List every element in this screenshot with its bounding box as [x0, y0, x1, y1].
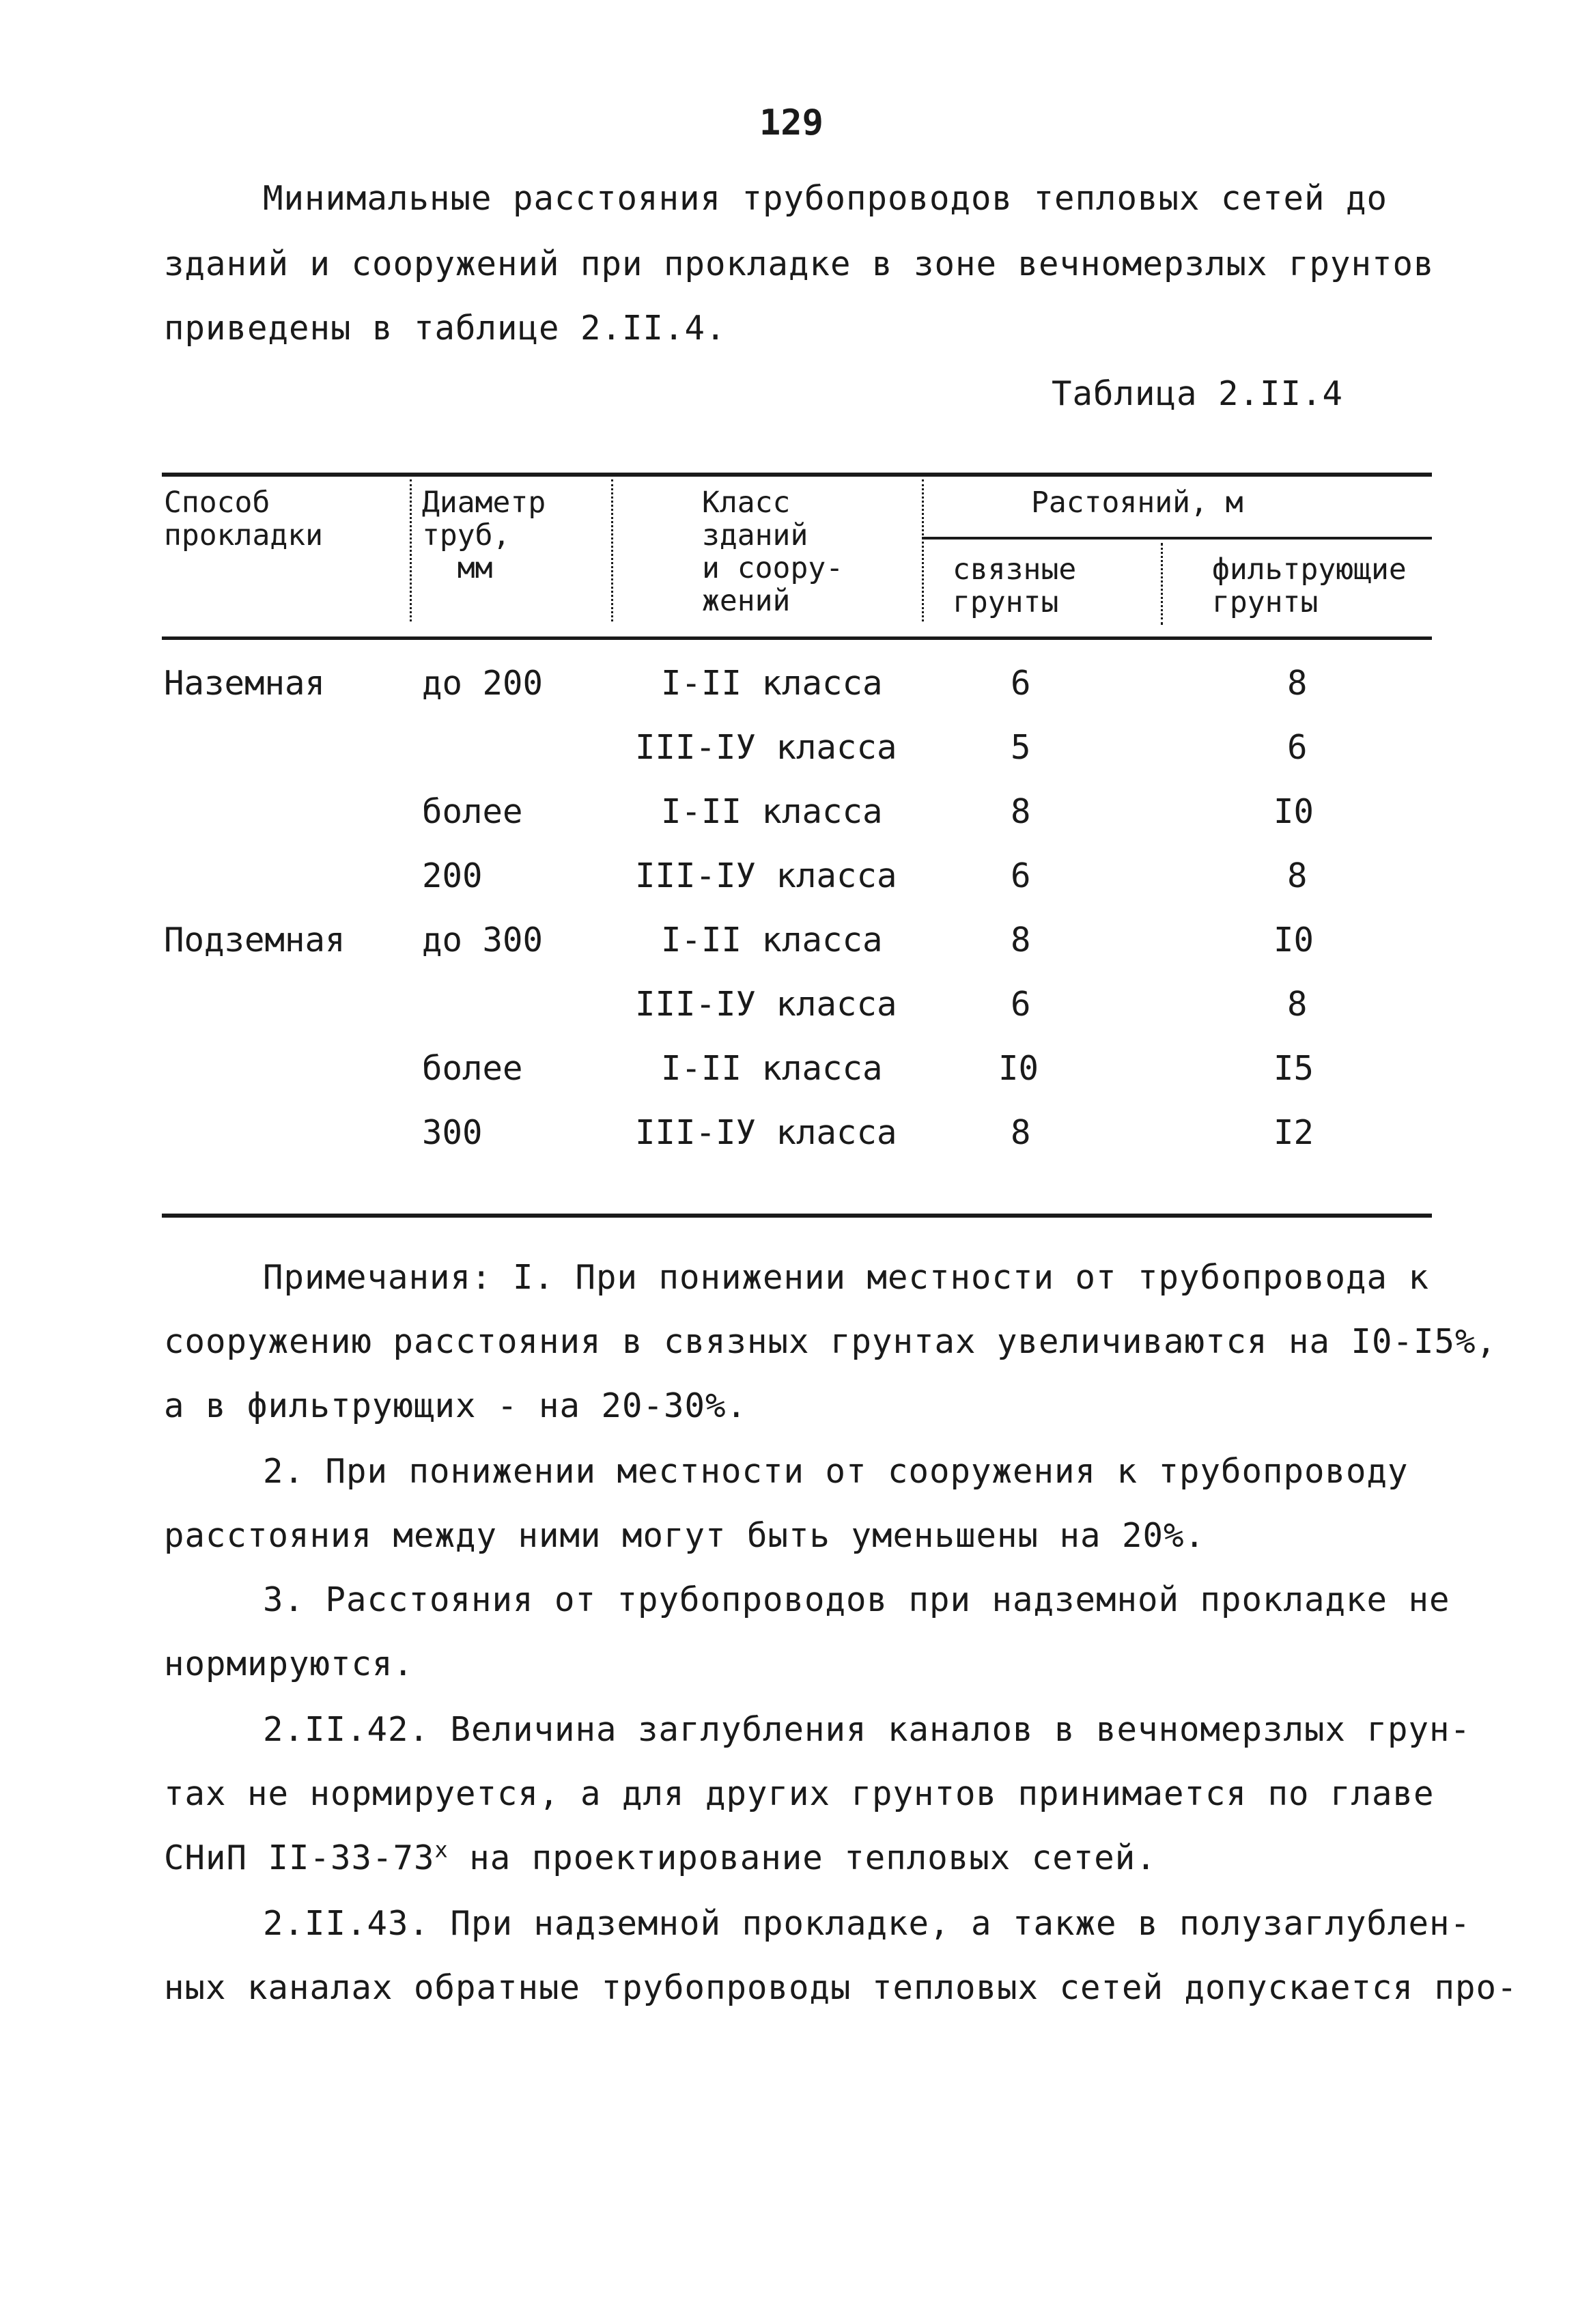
cell-cohesive: 6	[1011, 664, 1031, 703]
header-method: Способ прокладки	[164, 486, 323, 552]
cell-filtering: 8	[1287, 664, 1308, 703]
cell-filtering: 8	[1287, 985, 1308, 1024]
header-separator	[1161, 543, 1163, 625]
notes-line: нормируются.	[164, 1644, 414, 1683]
cell-cohesive: 5	[1011, 728, 1031, 767]
paragraph-line: ных каналах обратные трубопроводы тепловых сетей допускается про-	[164, 1968, 1518, 2007]
cell-diameter: 200	[422, 856, 483, 895]
notes-line: 3. Расстояния от трубопроводов при надземной прокладке не	[263, 1580, 1450, 1619]
notes-line: а в фильтрующих - на 20-30%.	[164, 1386, 748, 1425]
cell-filtering: I0	[1273, 792, 1314, 831]
header-cohesive-soils: связные грунты	[953, 552, 1077, 619]
notes-line: сооружению расстояния в связных грунтах увеличиваются на I0-I5%,	[164, 1322, 1497, 1361]
header-distances: Растояний, м	[1031, 486, 1243, 520]
paragraph-line	[164, 1838, 1157, 1877]
cell-cohesive: 6	[1011, 856, 1031, 895]
table-subheader-rule	[922, 537, 1432, 540]
cell-cohesive: 8	[1011, 1113, 1031, 1152]
snip-reference: СНиП II-33-73	[164, 1838, 435, 1877]
cell-class: III-IУ класса	[635, 985, 897, 1024]
intro-line: приведены в таблице 2.II.4.	[164, 309, 727, 348]
intro-line: Минимальные расстояния трубопроводов тепловых сетей до	[263, 179, 1388, 218]
cell-diameter: более	[422, 792, 523, 831]
cell-filtering: I2	[1273, 1113, 1314, 1152]
cell-filtering: 6	[1287, 728, 1308, 767]
cell-class: III-IУ класса	[635, 1113, 897, 1152]
cell-method: Подземная	[164, 921, 346, 960]
paragraph-text: на проектирование тепловых сетей.	[448, 1838, 1157, 1877]
table-bottom-rule	[162, 1214, 1432, 1218]
cell-cohesive: 8	[1011, 792, 1031, 831]
header-separator	[922, 479, 924, 621]
cell-class: III-IУ класса	[635, 728, 897, 767]
header-separator	[410, 479, 412, 621]
header-class: Класс зданий и соору- жений	[702, 486, 844, 618]
cell-class: III-IУ класса	[635, 856, 897, 895]
cell-diameter: до 200	[422, 664, 544, 703]
notes-line: Примечания: I. При понижении местности от трубопровода к	[263, 1258, 1430, 1297]
notes-line: 2. При понижении местности от сооружения к трубопроводу	[263, 1452, 1409, 1491]
cell-cohesive: I0	[998, 1049, 1039, 1088]
header-separator	[611, 479, 613, 621]
notes-line: расстояния между ними могут быть уменьшены на 20%.	[164, 1516, 1206, 1555]
cell-class: I-II класса	[661, 921, 883, 960]
table-top-rule	[162, 473, 1432, 477]
cell-filtering: 8	[1287, 856, 1308, 895]
cell-class: I-II класса	[661, 664, 883, 703]
header-diameter: Диаметр труб, мм	[422, 486, 546, 585]
paragraph-line: 2.II.42. Величина заглубления каналов в вечномерзлых грун-	[263, 1710, 1472, 1749]
cell-diameter: 300	[422, 1113, 483, 1152]
cell-class: I-II класса	[661, 792, 883, 831]
paragraph-line: тах не нормируется, а для других грунтов принимается по главе	[164, 1774, 1435, 1813]
paragraph-line: 2.II.43. При надземной прокладке, а также в полузаглублен-	[263, 1904, 1472, 1943]
cell-cohesive: 6	[1011, 985, 1031, 1024]
cell-cohesive: 8	[1011, 921, 1031, 960]
cell-filtering: I5	[1273, 1049, 1314, 1088]
cell-diameter: до 300	[422, 921, 544, 960]
cell-method: Наземная	[164, 664, 326, 703]
table-header-rule	[162, 636, 1432, 640]
cell-diameter: более	[422, 1049, 523, 1088]
cell-filtering: I0	[1273, 921, 1314, 960]
superscript-mark: х	[434, 1836, 449, 1863]
cell-class: I-II класса	[661, 1049, 883, 1088]
intro-line: зданий и сооружений при прокладке в зоне вечномерзлых грунтов	[164, 244, 1435, 283]
page-number: 129	[759, 102, 823, 143]
table-caption: Таблица 2.II.4	[1052, 374, 1344, 413]
header-filtering-soils: фильтрующие грунты	[1212, 552, 1407, 619]
